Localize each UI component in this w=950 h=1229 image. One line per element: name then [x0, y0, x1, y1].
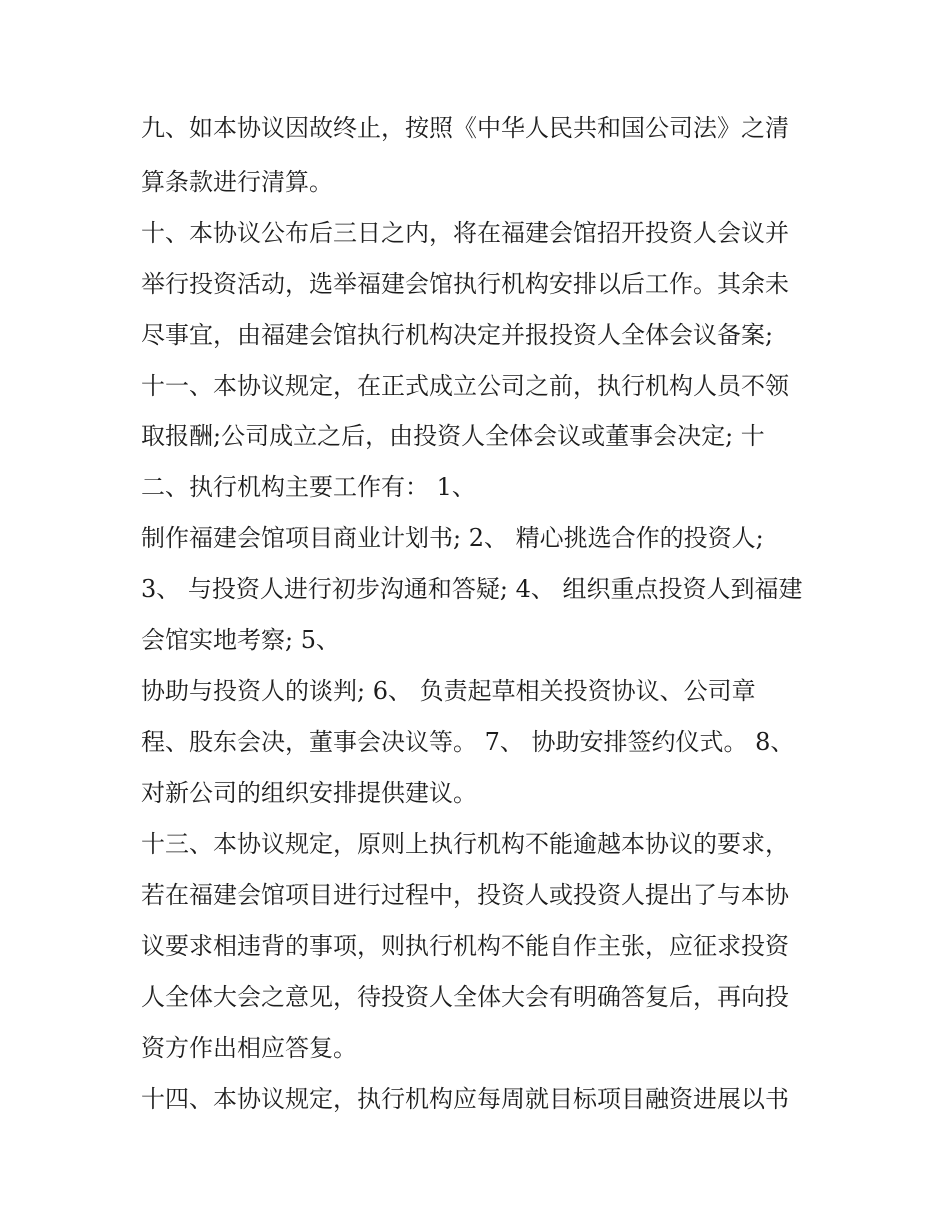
- text-line: 制作福建会馆项目商业计划书; 2、 精心挑选合作的投资人;: [141, 524, 764, 552]
- text-line: 十四、本协议规定，执行机构应每周就目标项目融资进展以书: [141, 1085, 789, 1113]
- text-line: 二、执行机构主要工作有： 1、: [141, 473, 476, 501]
- text-line: 会馆实地考察; 5、: [141, 626, 340, 654]
- text-line: 3、 与投资人进行初步沟通和答疑; 4、 组织重点投资人到福建: [141, 575, 803, 603]
- text-line: 算条款进行清算。: [141, 168, 333, 196]
- text-line: 程、股东会决，董事会决议等。 7、 协助安排签约仪式。 8、: [141, 728, 795, 756]
- text-line: 对新公司的组织安排提供建议。: [141, 779, 477, 807]
- text-line: 议要求相违背的事项，则执行机构不能自作主张，应征求投资: [141, 932, 789, 960]
- text-line: 若在福建会馆项目进行过程中，投资人或投资人提出了与本协: [141, 881, 789, 909]
- text-line: 协助与投资人的谈判; 6、 负责起草相关投资协议、公司章: [141, 677, 756, 705]
- text-line: 人全体大会之意见，待投资人全体大会有明确答复后，再向投: [141, 983, 789, 1011]
- text-line: 九、如本协议因故终止，按照《中华人民共和国公司法》之清: [141, 114, 789, 142]
- text-line: 十三、本协议规定，原则上执行机构不能逾越本协议的要求，: [141, 830, 789, 858]
- text-line: 取报酬;公司成立之后，由投资人全体会议或董事会决定; 十: [141, 422, 765, 450]
- text-line: 举行投资活动，选举福建会馆执行机构安排以后工作。其余未: [141, 270, 789, 298]
- text-line: 资方作出相应答复。: [141, 1034, 357, 1062]
- text-line: 十、本协议公布后三日之内，将在福建会馆招开投资人会议并: [141, 219, 789, 247]
- text-line: 十一、本协议规定，在正式成立公司之前，执行机构人员不领: [141, 372, 789, 400]
- text-line: 尽事宜，由福建会馆执行机构决定并报投资人全体会议备案;: [141, 321, 774, 349]
